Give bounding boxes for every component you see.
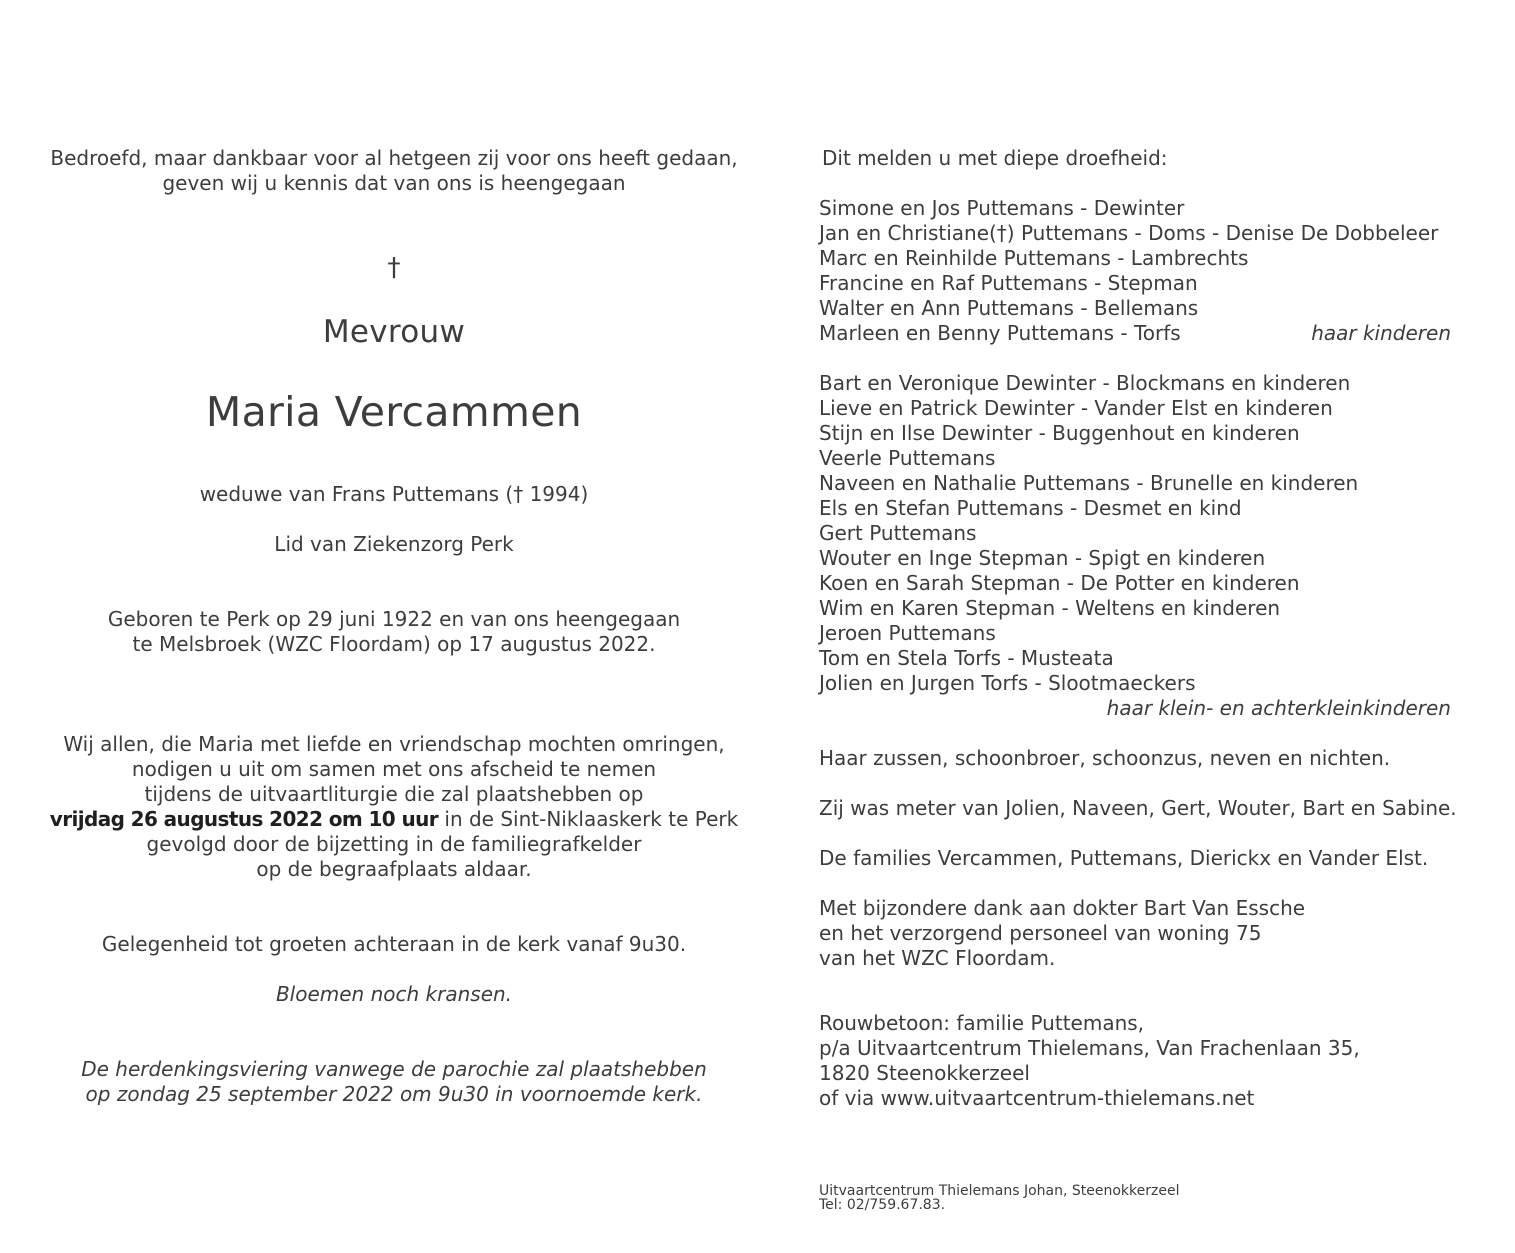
siblings-line: Haar zussen, schoonbroer, schoonzus, neven en nichten. [819, 746, 1391, 770]
grandchildren-item: Lieve en Patrick Dewinter - Vander Elst en kinderen [819, 396, 1333, 420]
greeting-line: Gelegenheid tot groeten achteraan in de kerk vanaf 9u30. [101, 932, 687, 956]
grandchildren-item: Koen en Sarah Stepman - De Potter en kinderen [819, 571, 1300, 595]
flowers-line: Bloemen noch kransen. [275, 982, 513, 1006]
children-item: Francine en Raf Puttemans - Stepman [819, 271, 1198, 295]
funeral-location: in de Sint-Niklaaskerk te Perk [438, 807, 739, 831]
children-label: haar kinderen [1311, 321, 1451, 345]
godmother-line: Zij was meter van Jolien, Naveen, Gert, Wouter, Bart en Sabine. [819, 796, 1457, 820]
grandchildren-item: Bart en Veronique Dewinter - Blockmans en kinderen [819, 371, 1351, 395]
memorial-line-2: op zondag 25 september 2022 om 9u30 in voornoemde kerk. [85, 1082, 703, 1106]
announcement-header: Dit melden u met diepe droefheid: [822, 146, 1168, 170]
thanks-block [819, 896, 1305, 971]
grandchildren-item: Wim en Karen Stepman - Weltens en kinderen [819, 596, 1281, 620]
birth-line-1: Geboren te Perk op 29 juni 1922 en van ons heengegaan [107, 607, 681, 631]
children-last-row [819, 321, 1459, 346]
grandchildren-item: Tom en Stela Torfs - Musteata [819, 646, 1114, 670]
invitation-line-5: gevolgd door de bijzetting in de familiegrafkelder [146, 832, 642, 856]
children-item: Simone en Jos Puttemans - Dewinter [819, 196, 1185, 220]
children-item: Marc en Reinhilde Puttemans - Lambrechts [819, 246, 1249, 270]
address-line: p/a Uitvaartcentrum Thielemans, Van Frachenlaan 35, [819, 1036, 1360, 1060]
thanks-line: en het verzorgend personeel van woning 75 [819, 921, 1262, 945]
grandchildren-list [819, 371, 1459, 721]
grandchildren-item: Jolien en Jurgen Torfs - Slootmaeckers [819, 671, 1196, 695]
intro-line-2: geven wij u kennis dat van ons is heengegaan [162, 171, 626, 195]
intro-line-1: Bedroefd, maar dankbaar voor al hetgeen zij voor ons heeft gedaan, [50, 146, 738, 170]
birth-line-2: te Melsbroek (WZC Floordam) op 17 augustus 2022. [132, 632, 656, 656]
grandchildren-item: Els en Stefan Puttemans - Desmet en kind [819, 496, 1242, 520]
website-line: of via www.uitvaartcentrum-thielemans.net [819, 1086, 1255, 1110]
children-list [819, 196, 1459, 346]
children-item: Marleen en Benny Puttemans - Torfs [819, 321, 1181, 345]
grandchildren-item: Naveen en Nathalie Puttemans - Brunelle en kinderen [819, 471, 1359, 495]
families-line: De families Vercammen, Puttemans, Dierickx en Vander Elst. [819, 846, 1429, 870]
address-line: 1820 Steenokkerzeel [819, 1061, 1030, 1085]
title-mevrouw: Mevrouw [322, 314, 466, 350]
invitation-line-3: tijdens de uitvaartliturgie die zal plaatshebben op [144, 782, 644, 806]
grandchildren-label: haar klein- en achterkleinkinderen [1106, 696, 1451, 720]
grandchildren-item: Jeroen Puttemans [819, 621, 996, 645]
thanks-line: van het WZC Floordam. [819, 946, 1056, 970]
invitation-line-2: nodigen u uit om samen met ons afscheid te nemen [131, 757, 657, 781]
funeral-date: vrijdag 26 augustus 2022 om 10 uur [49, 807, 439, 831]
children-item: Walter en Ann Puttemans - Bellemans [819, 296, 1199, 320]
thanks-line: Met bijzondere dank aan dokter Bart Van Essche [819, 896, 1306, 920]
children-item: Jan en Christiane(†) Puttemans - Doms - Denise De Dobbeleer [819, 221, 1439, 245]
deceased-name: Maria Vercammen [205, 388, 583, 436]
grandchildren-label-row [819, 696, 1459, 721]
footer-phone: Tel: 02/759.67.83. [819, 1197, 946, 1213]
funeral-date-line [38, 807, 750, 832]
invitation-line-6: op de begraafplaats aldaar. [256, 857, 532, 881]
grandchildren-item: Stijn en Ilse Dewinter - Buggenhout en kinderen [819, 421, 1300, 445]
footer-company: Uitvaartcentrum Thielemans Johan, Steenokkerzeel [819, 1183, 1180, 1199]
membership-line: Lid van Ziekenzorg Perk [274, 532, 514, 556]
grandchildren-item: Gert Puttemans [819, 521, 977, 545]
grandchildren-item: Wouter en Inge Stepman - Spigt en kinderen [819, 546, 1266, 570]
condolence-address-block [819, 1011, 1360, 1111]
invitation-line-1: Wij allen, die Maria met liefde en vriendschap mochten omringen, [63, 732, 725, 756]
footer-block [819, 1184, 1179, 1212]
address-line: Rouwbetoon: familie Puttemans, [819, 1011, 1145, 1035]
grandchildren-item: Veerle Puttemans [819, 446, 996, 470]
widow-line: weduwe van Frans Puttemans († 1994) [199, 482, 589, 506]
memorial-line-1: De herdenkingsviering vanwege de parochie zal plaatshebben [81, 1057, 707, 1081]
cross-symbol: † [387, 253, 401, 283]
